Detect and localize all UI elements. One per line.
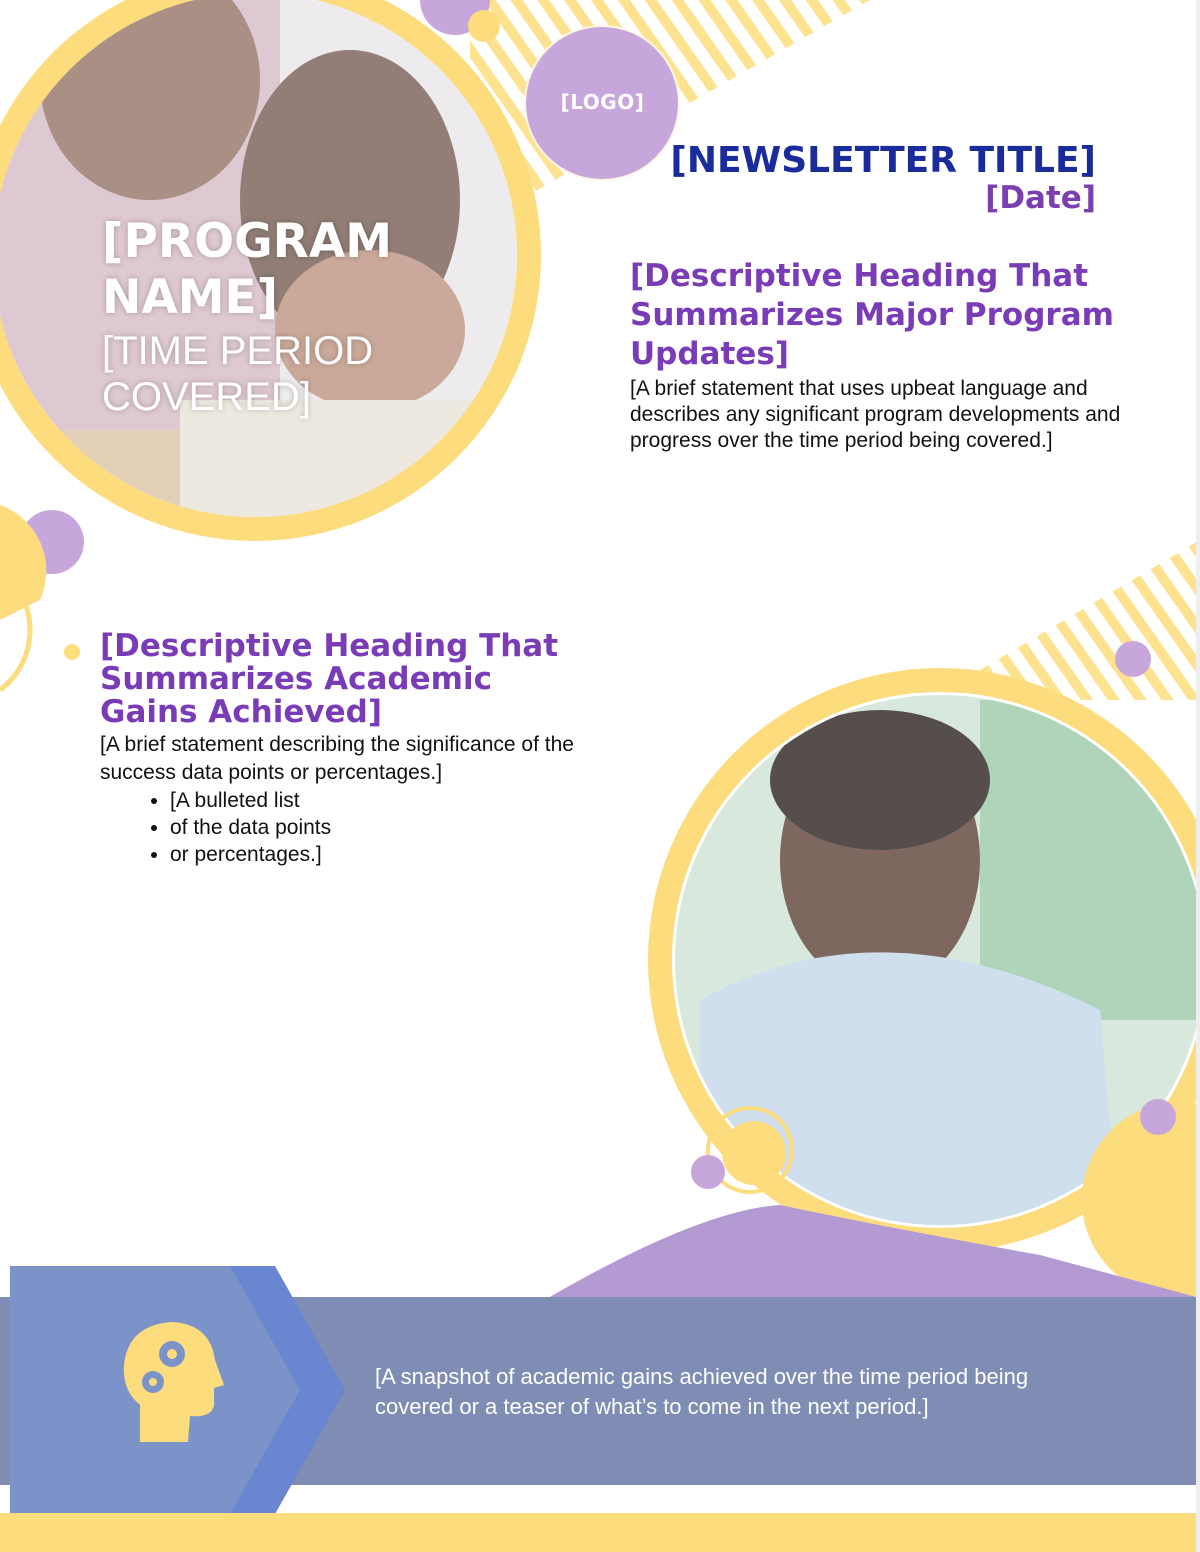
list-item: • [A bulleted list <box>170 787 590 814</box>
program-updates-heading: [Descriptive Heading That Summarizes Major Program Updates] <box>630 258 1114 372</box>
program-updates-body: [A brief statement that uses upbeat language and describes any significant program developments and progress over the time period being covered.] <box>630 377 1121 452</box>
list-item: • of the data points <box>170 814 590 841</box>
academic-gains-section <box>100 630 590 868</box>
list-item: • or percentages.] <box>170 841 590 868</box>
newsletter-title: [NEWSLETTER TITLE] <box>670 140 1096 181</box>
snapshot-text: [A snapshot of academic gains achieved over the time period being covered or a teaser of what’s to come in the next period.] <box>375 1364 1029 1419</box>
academic-gains-body: [A brief statement describing the significance of the success data points or percentages.] <box>100 733 574 784</box>
newsletter-date: [Date] <box>985 180 1096 216</box>
logo-placeholder: [LOGO] <box>560 90 645 114</box>
program-name: [PROGRAM NAME] <box>102 214 392 325</box>
time-period: [TIME PERIOD COVERED] <box>102 329 374 419</box>
program-updates-section <box>630 257 1130 454</box>
data-points-list <box>100 787 590 868</box>
academic-gains-heading: [Descriptive Heading That Summarizes Academic Gains Achieved] <box>100 628 559 730</box>
stripes-mid <box>980 540 1200 700</box>
